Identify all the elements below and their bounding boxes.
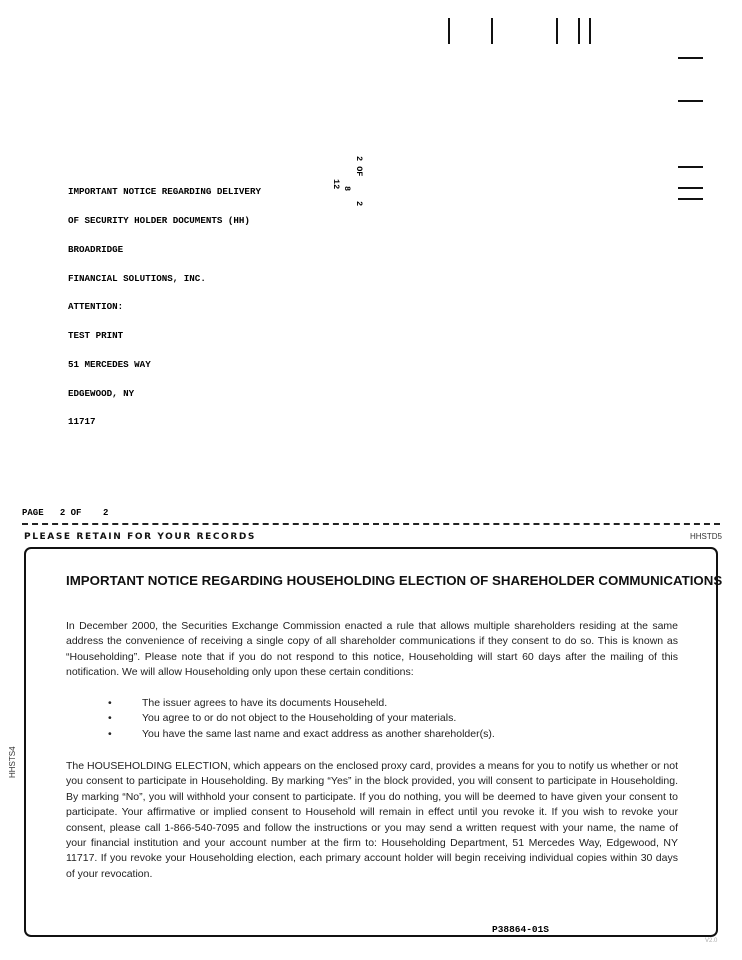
version-label: V2.0 xyxy=(705,938,718,944)
address-line: OF SECURITY HOLDER DOCUMENTS (HH) xyxy=(68,214,250,226)
mailing-address xyxy=(68,168,261,437)
page-total: 2 xyxy=(103,508,109,518)
notice-heading: IMPORTANT NOTICE REGARDING HOUSEHOLDING ELECTION OF SHAREHOLDER COMMUNICATIONS xyxy=(66,573,723,588)
address-line: EDGEWOOD, NY xyxy=(68,387,135,399)
rotated-code: 8 xyxy=(342,186,352,192)
barcode-mark xyxy=(491,18,493,44)
edge-mark xyxy=(678,57,703,59)
address-line: BROADRIDGE xyxy=(68,243,124,255)
edge-mark xyxy=(678,198,703,200)
page-of: OF xyxy=(70,508,82,518)
condition-text: The issuer agrees to have its documents Househeld. xyxy=(142,697,388,709)
address-line: IMPORTANT NOTICE REGARDING DELIVERY xyxy=(68,186,261,198)
form-id-right: HHSTD5 xyxy=(690,532,723,541)
barcode-mark xyxy=(448,18,450,44)
edge-mark xyxy=(678,166,703,168)
retain-notice: PLEASE RETAIN FOR YOUR RECORDS xyxy=(24,532,257,542)
address-line: FINANCIAL SOLUTIONS, INC. xyxy=(68,272,206,284)
edge-mark xyxy=(678,187,703,189)
conditions-list xyxy=(108,696,668,742)
address-line: ATTENTION: xyxy=(68,301,124,313)
list-item xyxy=(108,711,668,726)
rotated-page-total: 2 xyxy=(354,201,364,207)
barcode-mark xyxy=(556,18,558,44)
address-line: 11717 xyxy=(68,416,96,428)
address-line: 51 MERCEDES WAY xyxy=(68,358,151,370)
bullet-icon: • xyxy=(108,712,112,725)
form-id-left: HHSTS4 xyxy=(8,746,17,778)
edge-mark xyxy=(678,100,703,102)
barcode-mark xyxy=(578,18,580,44)
list-item xyxy=(108,727,668,742)
page-current: 2 xyxy=(59,508,66,518)
perforation-line xyxy=(22,523,720,525)
bullet-icon: • xyxy=(108,727,112,740)
election-paragraph: The HOUSEHOLDING ELECTION, which appears on the enclosed proxy card, provides a means for you to notify us whether or not you consent to participate in Householding. By marking “Yes” in the block provided, you will consent to participate in Householding. By marking “No”, you will withhold your consent to participate. If you do nothing, you will be deemed to have given your consent to participate. Your affirmative or implied consent to Household will remain in effect until you revoke it. If you wish to revoke your consent, please call 1-866-540-7095 and follow the instructions or you may send a written request with your name, the name of your financial institution and your account number at the firm to: Householding Department, 51 Mercedes Way, Edgewood, NY 11717. If you revoke your Householding election, each primary account holder will begin receiving individual copies within 30 days of your revocation. xyxy=(66,760,678,880)
condition-text: You have the same last name and exact address as another shareholder(s). xyxy=(142,727,495,740)
barcode-mark xyxy=(589,18,591,44)
intro-paragraph: In December 2000, the Securities Exchange Commission enacted a rule that allows multiple shareholders residing at the same address the convenience of receiving a single copy of all shareholder communications if they consent to do so. This is known as “Householding”. Please note that if you do not respond to this notice, Householding will start 60 days after the mailing of this notification. We will allow Householding only upon these certain conditions: xyxy=(66,620,678,679)
address-line: TEST PRINT xyxy=(68,330,124,342)
list-item xyxy=(108,696,668,711)
rotated-page-label: 2 OF xyxy=(354,156,364,177)
bullet-icon: • xyxy=(108,697,112,709)
page-label: PAGE xyxy=(22,508,44,518)
rotated-code: 12 xyxy=(331,179,341,190)
job-code: P38864-01S xyxy=(492,924,550,935)
page-indicator xyxy=(22,508,108,518)
condition-text: You agree to or do not object to the Householding of your materials. xyxy=(142,712,457,725)
